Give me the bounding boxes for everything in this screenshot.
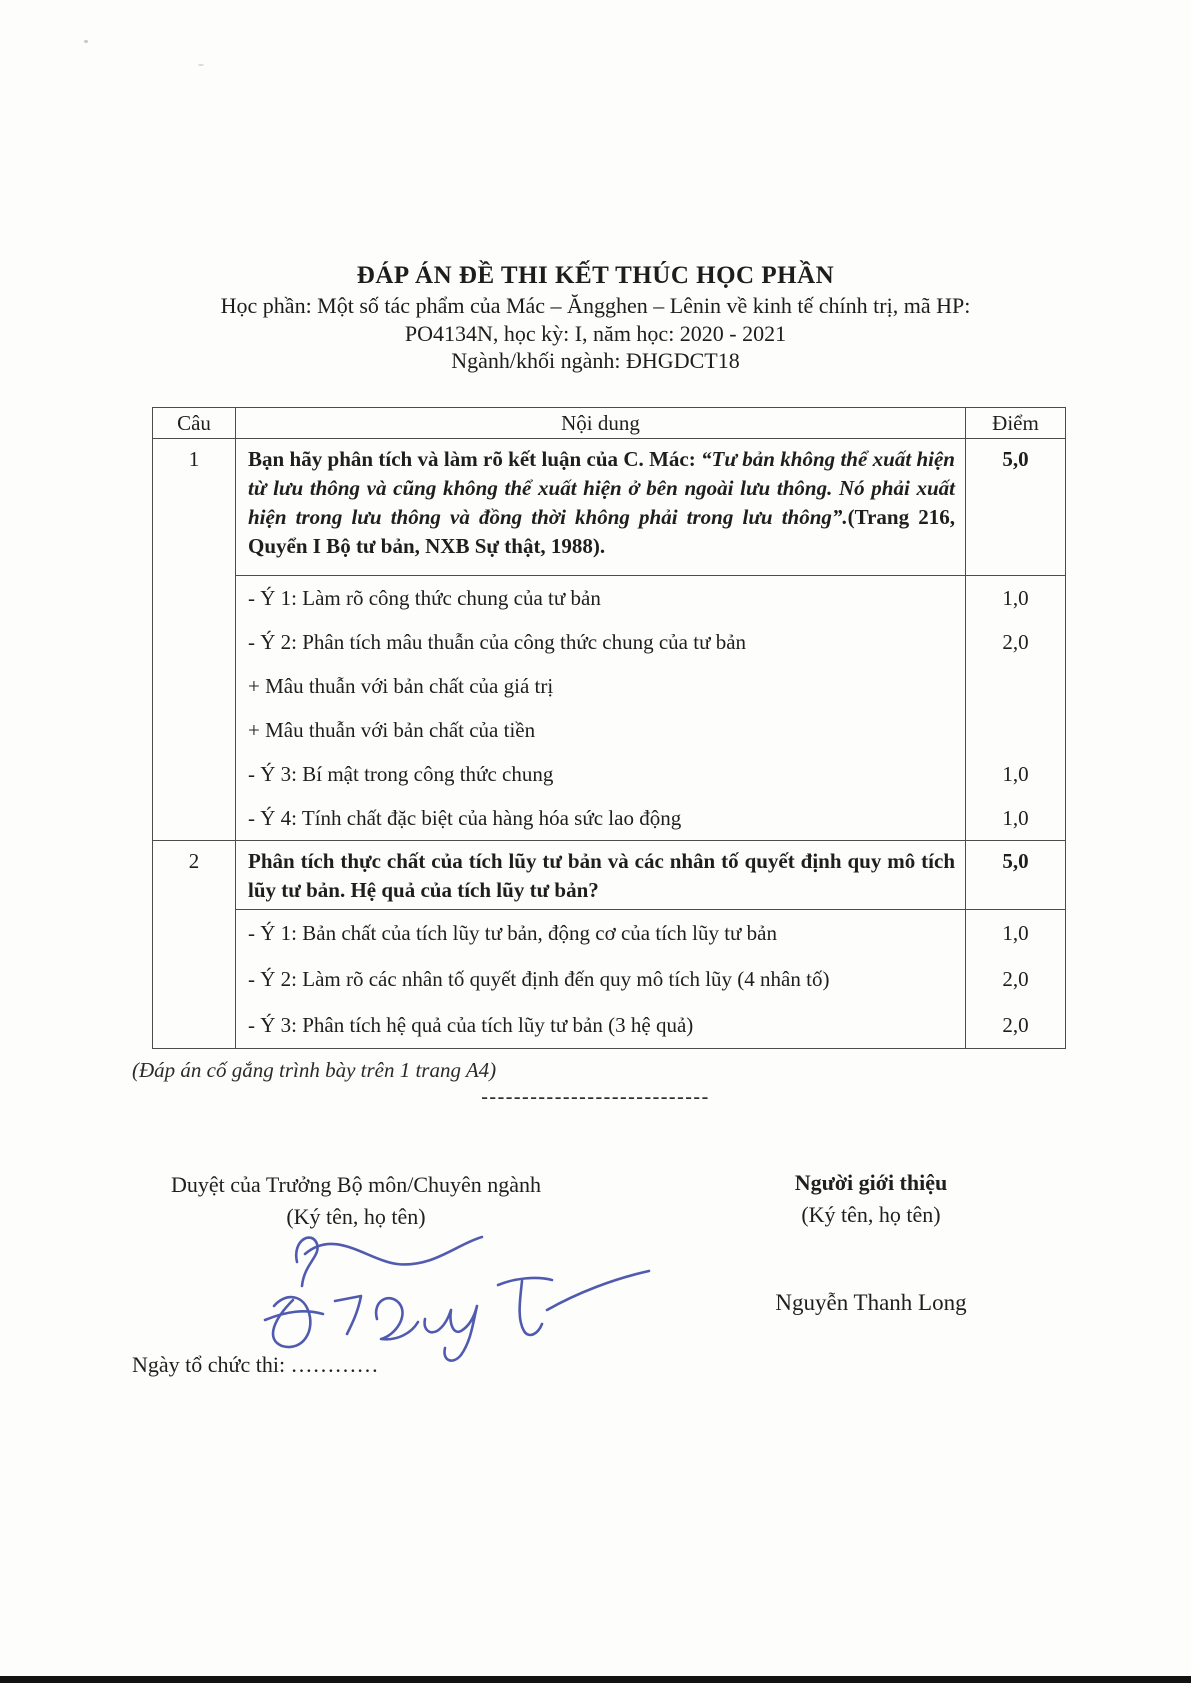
answer-item: [236, 576, 1065, 620]
item-points: 1,0: [1002, 585, 1029, 610]
question-1-quote: “Tư bản không thể xuất hiện từ lưu thông và cũng không thể xuất hiện ở bên ngoài lưu thông. Nó phải xuất hiện trong lưu thông và đồng thời không phải trong lưu thông”.: [248, 447, 955, 529]
col-header-cau: Câu: [153, 408, 236, 438]
question-1-lead: Bạn hãy phân tích và làm rõ kết luận của C. Mác:: [248, 447, 702, 471]
page-title: ĐÁP ÁN ĐỀ THI KẾT THÚC HỌC PHẦN: [356, 262, 835, 289]
table-header-row: [153, 408, 1065, 439]
col-header-diem: Điểm: [992, 410, 1039, 435]
question-2-points: 5,0: [1002, 849, 1029, 873]
course-line: Học phần: Một số tác phẩm của Mác – Ăngghen – Lênin về kinh tế chính trị, mã HP:: [220, 293, 971, 318]
item-points: 1,0: [1002, 805, 1029, 830]
answer-item: [236, 752, 1065, 796]
table-row-question-2: [153, 840, 1065, 1048]
item-text: - Ý 3: Phân tích hệ quả của tích lũy tư bản (3 hệ quả): [236, 1002, 966, 1048]
item-text: - Ý 4: Tính chất đặc biệt của hàng hóa sức lao động: [236, 796, 966, 840]
item-text: - Ý 1: Bản chất của tích lũy tư bản, động cơ của tích lũy tư bản: [236, 910, 966, 956]
question-1-points: 5,0: [1002, 447, 1029, 471]
item-text: - Ý 2: Phân tích mâu thuẫn của công thức chung của tư bản: [236, 620, 966, 664]
dashed-separator: ----------------------------: [481, 1086, 710, 1108]
table-row-question-1: [153, 439, 1065, 840]
item-points: [966, 708, 1065, 752]
answer-item: [236, 620, 1065, 664]
introducer-signature-block: [716, 1170, 1026, 1228]
question-number: 1: [153, 439, 236, 840]
col-header-noidung: Nội dung: [236, 408, 966, 438]
question-1-text: [236, 439, 966, 575]
item-points: 1,0: [1002, 920, 1029, 945]
item-points: [966, 664, 1065, 708]
item-text: - Ý 3: Bí mật trong công thức chung: [236, 752, 966, 796]
item-points: 1,0: [1002, 761, 1029, 786]
question-2-lead: Phân tích thực chất của tích lũy tư bản và các nhân tố quyết định quy mô tích lũy tư bản. Hệ quả của tích lũy tư bản?: [248, 849, 955, 902]
introducer-title: Người giới thiệu: [794, 1170, 948, 1195]
item-text: + Mâu thuẫn với bản chất của giá trị: [236, 664, 966, 708]
answer-table: [152, 407, 1066, 1049]
scan-edge-bar: [0, 1676, 1191, 1683]
introducer-name: Nguyễn Thanh Long: [775, 1290, 967, 1315]
item-text: - Ý 1: Làm rõ công thức chung của tư bản: [236, 576, 966, 620]
item-text: + Mâu thuẫn với bản chất của tiền: [236, 708, 966, 752]
layout-note: (Đáp án cố gắng trình bày trên 1 trang A4): [132, 1058, 497, 1082]
item-points: 2,0: [1002, 1012, 1029, 1037]
scan-speck: [198, 64, 204, 66]
introducer-sign-instruction: (Ký tên, họ tên): [801, 1202, 941, 1227]
exam-date-line: Ngày tổ chức thi: …………: [132, 1352, 379, 1377]
answer-item: [236, 708, 1065, 752]
course-code-line: PO4134N, học kỳ: I, năm học: 2020 - 2021: [404, 321, 787, 346]
question-number: 2: [153, 841, 236, 1048]
item-points: 2,0: [1002, 629, 1029, 654]
question-2-row: [236, 841, 1065, 910]
approver-sign-instruction: (Ký tên, họ tên): [286, 1204, 426, 1229]
answer-item: [236, 796, 1065, 840]
answer-item: [236, 910, 1065, 956]
approver-title: Duyệt của Trưởng Bộ môn/Chuyên ngành: [170, 1172, 542, 1197]
question-1-row: [236, 439, 1065, 576]
item-text: - Ý 2: Làm rõ các nhân tố quyết định đến quy mô tích lũy (4 nhân tố): [236, 956, 966, 1002]
answer-item: [236, 1002, 1065, 1048]
item-points: 2,0: [1002, 966, 1029, 991]
answer-item: [236, 956, 1065, 1002]
major-line: Ngành/khối ngành: ĐHGDCT18: [451, 348, 740, 373]
question-1-source: (Trang 216, Quyển I Bộ tư bản, NXB Sự thật, 1988).: [248, 505, 955, 558]
handwritten-signature: [245, 1222, 675, 1372]
scan-speck: [84, 40, 88, 43]
question-2-text: [236, 841, 966, 909]
answer-item: [236, 664, 1065, 708]
